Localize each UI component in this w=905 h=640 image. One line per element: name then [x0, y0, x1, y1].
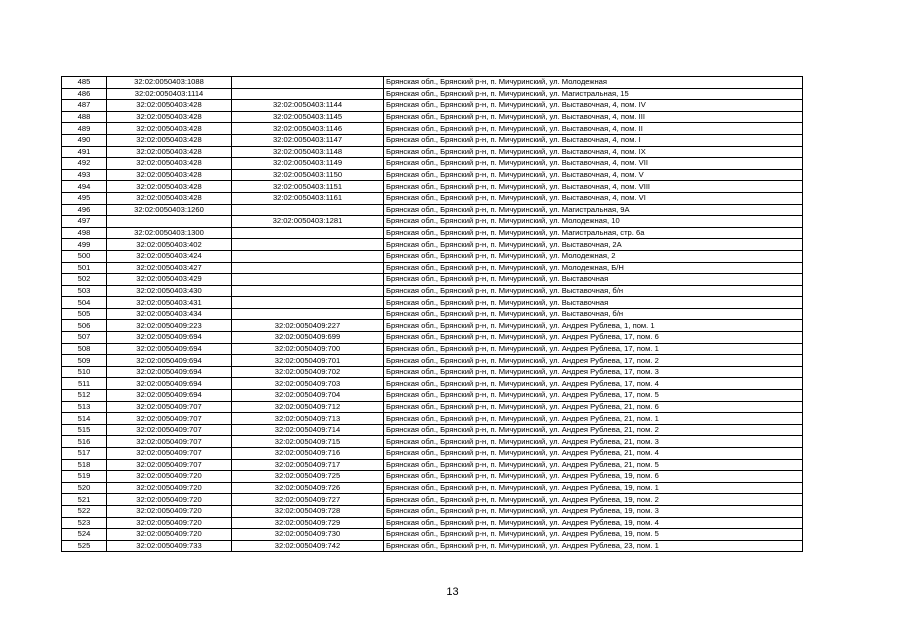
row-number-cell: 511: [62, 378, 107, 390]
cadastral-number-cell: 32:02:0050403:424: [107, 250, 232, 262]
address-cell: Брянская обл., Брянский р-н, п. Мичуринский, ул. Молодежная, 10: [384, 216, 803, 228]
sub-cadastral-number-cell: 32:02:0050409:725: [232, 471, 384, 483]
address-cell: Брянская обл., Брянский р-н, п. Мичуринский, ул. Выставочная, 4, пом. I: [384, 134, 803, 146]
row-number-cell: 489: [62, 123, 107, 135]
cadastral-number-cell: 32:02:0050403:1114: [107, 88, 232, 100]
address-cell: Брянская обл., Брянский р-н, п. Мичуринский, ул. Андрея Рублева, 17, пом. 4: [384, 378, 803, 390]
row-number-cell: 515: [62, 424, 107, 436]
table-row: [62, 366, 803, 378]
sub-cadastral-number-cell: 32:02:0050409:716: [232, 448, 384, 460]
table-row: [62, 262, 803, 274]
table-row: [62, 332, 803, 344]
sub-cadastral-number-cell: 32:02:0050409:714: [232, 424, 384, 436]
cadastral-number-cell: 32:02:0050403:430: [107, 285, 232, 297]
table-row: [62, 169, 803, 181]
address-cell: Брянская обл., Брянский р-н, п. Мичуринский, ул. Андрея Рублева, 21, пом. 1: [384, 413, 803, 425]
address-cell: Брянская обл., Брянский р-н, п. Мичуринский, ул. Андрея Рублева, 17, пом. 5: [384, 390, 803, 402]
address-cell: Брянская обл., Брянский р-н, п. Мичуринский, ул. Андрея Рублева, 17, пом. 6: [384, 332, 803, 344]
address-cell: Брянская обл., Брянский р-н, п. Мичуринский, ул. Магистральная, стр. 6а: [384, 227, 803, 239]
cadastral-number-cell: 32:02:0050403:1088: [107, 77, 232, 89]
row-number-cell: 487: [62, 100, 107, 112]
cadastral-number-cell: 32:02:0050409:720: [107, 517, 232, 529]
table-row: [62, 227, 803, 239]
sub-cadastral-number-cell: 32:02:0050409:699: [232, 332, 384, 344]
table-row: [62, 482, 803, 494]
table-row: [62, 494, 803, 506]
row-number-cell: 490: [62, 134, 107, 146]
address-cell: Брянская обл., Брянский р-н, п. Мичуринский, ул. Андрея Рублева, 19, пом. 5: [384, 529, 803, 541]
table-row: [62, 540, 803, 552]
sub-cadastral-number-cell: 32:02:0050409:730: [232, 529, 384, 541]
sub-cadastral-number-cell: 32:02:0050409:713: [232, 413, 384, 425]
table-row: [62, 285, 803, 297]
cadastral-number-cell: 32:02:0050403:434: [107, 308, 232, 320]
cadastral-number-cell: 32:02:0050403:428: [107, 100, 232, 112]
cadastral-number-cell: 32:02:0050403:428: [107, 181, 232, 193]
row-number-cell: 504: [62, 297, 107, 309]
cadastral-number-cell: 32:02:0050403:428: [107, 146, 232, 158]
table-row: [62, 204, 803, 216]
row-number-cell: 491: [62, 146, 107, 158]
table-row: [62, 401, 803, 413]
table-row: [62, 308, 803, 320]
address-cell: Брянская обл., Брянский р-н, п. Мичуринский, ул. Андрея Рублева, 17, пом. 2: [384, 355, 803, 367]
cadastral-number-cell: 32:02:0050409:720: [107, 494, 232, 506]
cadastral-number-cell: 32:02:0050403:428: [107, 158, 232, 170]
address-cell: Брянская обл., Брянский р-н, п. Мичуринский, ул. Выставочная, 4, пом. VIII: [384, 181, 803, 193]
row-number-cell: 492: [62, 158, 107, 170]
table-row: [62, 146, 803, 158]
table-row: [62, 100, 803, 112]
table-row: [62, 123, 803, 135]
cadastral-number-cell: 32:02:0050403:1260: [107, 204, 232, 216]
address-cell: Брянская обл., Брянский р-н, п. Мичуринский, ул. Выставочная, 2А: [384, 239, 803, 251]
address-cell: Брянская обл., Брянский р-н, п. Мичуринский, ул. Выставочная, 4, пом. II: [384, 123, 803, 135]
table-row: [62, 448, 803, 460]
row-number-cell: 502: [62, 274, 107, 286]
address-cell: Брянская обл., Брянский р-н, п. Мичуринский, ул. Выставочная, 4, пом. VI: [384, 192, 803, 204]
row-number-cell: 498: [62, 227, 107, 239]
row-number-cell: 494: [62, 181, 107, 193]
cadastral-number-cell: 32:02:0050409:694: [107, 355, 232, 367]
sub-cadastral-number-cell: [232, 239, 384, 251]
row-number-cell: 509: [62, 355, 107, 367]
sub-cadastral-number-cell: 32:02:0050409:702: [232, 366, 384, 378]
address-cell: Брянская обл., Брянский р-н, п. Мичуринский, ул. Выставочная, б/н: [384, 285, 803, 297]
cadastral-number-cell: 32:02:0050403:427: [107, 262, 232, 274]
sub-cadastral-number-cell: 32:02:0050409:742: [232, 540, 384, 552]
address-cell: Брянская обл., Брянский р-н, п. Мичуринский, ул. Выставочная, 4, пом. IV: [384, 100, 803, 112]
row-number-cell: 497: [62, 216, 107, 228]
cadastral-number-cell: 32:02:0050403:1300: [107, 227, 232, 239]
row-number-cell: 503: [62, 285, 107, 297]
address-cell: Брянская обл., Брянский р-н, п. Мичуринский, ул. Андрея Рублева, 17, пом. 1: [384, 343, 803, 355]
sub-cadastral-number-cell: 32:02:0050409:227: [232, 320, 384, 332]
row-number-cell: 486: [62, 88, 107, 100]
table-row: [62, 134, 803, 146]
row-number-cell: 517: [62, 448, 107, 460]
cadastral-number-cell: 32:02:0050409:707: [107, 436, 232, 448]
sub-cadastral-number-cell: 32:02:0050409:700: [232, 343, 384, 355]
registry-table-body: [62, 77, 803, 552]
cadastral-number-cell: 32:02:0050409:720: [107, 482, 232, 494]
table-row: [62, 158, 803, 170]
row-number-cell: 518: [62, 459, 107, 471]
row-number-cell: 521: [62, 494, 107, 506]
sub-cadastral-number-cell: [232, 274, 384, 286]
cadastral-number-cell: 32:02:0050409:707: [107, 401, 232, 413]
cadastral-number-cell: 32:02:0050409:694: [107, 378, 232, 390]
page-number: 13: [446, 586, 459, 598]
sub-cadastral-number-cell: 32:02:0050409:717: [232, 459, 384, 471]
table-row: [62, 471, 803, 483]
row-number-cell: 499: [62, 239, 107, 251]
cadastral-number-cell: 32:02:0050409:694: [107, 332, 232, 344]
row-number-cell: 510: [62, 366, 107, 378]
address-cell: Брянская обл., Брянский р-н, п. Мичуринский, ул. Андрея Рублева, 23, пом. 1: [384, 540, 803, 552]
sub-cadastral-number-cell: [232, 204, 384, 216]
address-cell: Брянская обл., Брянский р-н, п. Мичуринский, ул. Андрея Рублева, 19, пом. 3: [384, 505, 803, 517]
cadastral-number-cell: 32:02:0050409:707: [107, 424, 232, 436]
address-cell: Брянская обл., Брянский р-н, п. Мичуринский, ул. Андрея Рублева, 21, пом. 2: [384, 424, 803, 436]
table-row: [62, 424, 803, 436]
row-number-cell: 485: [62, 77, 107, 89]
sub-cadastral-number-cell: 32:02:0050409:703: [232, 378, 384, 390]
sub-cadastral-number-cell: 32:02:0050409:729: [232, 517, 384, 529]
address-cell: Брянская обл., Брянский р-н, п. Мичуринский, ул. Андрея Рублева, 21, пом. 3: [384, 436, 803, 448]
cadastral-number-cell: 32:02:0050403:431: [107, 297, 232, 309]
row-number-cell: 513: [62, 401, 107, 413]
row-number-cell: 500: [62, 250, 107, 262]
cadastral-number-cell: 32:02:0050409:694: [107, 343, 232, 355]
property-registry-table: [61, 76, 803, 552]
table-row: [62, 436, 803, 448]
table-row: [62, 239, 803, 251]
sub-cadastral-number-cell: [232, 88, 384, 100]
table-row: [62, 378, 803, 390]
row-number-cell: 507: [62, 332, 107, 344]
table-row: [62, 320, 803, 332]
row-number-cell: 524: [62, 529, 107, 541]
table-row: [62, 459, 803, 471]
sub-cadastral-number-cell: [232, 262, 384, 274]
row-number-cell: 520: [62, 482, 107, 494]
table-row: [62, 517, 803, 529]
sub-cadastral-number-cell: 32:02:0050409:727: [232, 494, 384, 506]
table-row: [62, 390, 803, 402]
table-row: [62, 77, 803, 89]
cadastral-number-cell: 32:02:0050409:694: [107, 390, 232, 402]
cadastral-number-cell: 32:02:0050409:720: [107, 505, 232, 517]
row-number-cell: 519: [62, 471, 107, 483]
table-row: [62, 505, 803, 517]
row-number-cell: 496: [62, 204, 107, 216]
table-row: [62, 355, 803, 367]
cadastral-number-cell: 32:02:0050409:694: [107, 366, 232, 378]
sub-cadastral-number-cell: 32:02:0050403:1149: [232, 158, 384, 170]
row-number-cell: 525: [62, 540, 107, 552]
row-number-cell: 501: [62, 262, 107, 274]
address-cell: Брянская обл., Брянский р-н, п. Мичуринский, ул. Андрея Рублева, 1, пом. 1: [384, 320, 803, 332]
sub-cadastral-number-cell: 32:02:0050403:1161: [232, 192, 384, 204]
sub-cadastral-number-cell: 32:02:0050403:1146: [232, 123, 384, 135]
address-cell: Брянская обл., Брянский р-н, п. Мичуринский, ул. Выставочная, 4, пом. III: [384, 111, 803, 123]
table-row: [62, 297, 803, 309]
address-cell: Брянская обл., Брянский р-н, п. Мичуринский, ул. Выставочная, б/н: [384, 308, 803, 320]
row-number-cell: 495: [62, 192, 107, 204]
cadastral-number-cell: 32:02:0050403:402: [107, 239, 232, 251]
address-cell: Брянская обл., Брянский р-н, п. Мичуринский, ул. Выставочная: [384, 274, 803, 286]
row-number-cell: 508: [62, 343, 107, 355]
cadastral-number-cell: 32:02:0050409:707: [107, 448, 232, 460]
cadastral-number-cell: 32:02:0050403:428: [107, 123, 232, 135]
sub-cadastral-number-cell: 32:02:0050403:1148: [232, 146, 384, 158]
cadastral-number-cell: 32:02:0050403:428: [107, 169, 232, 181]
cadastral-number-cell: 32:02:0050409:707: [107, 459, 232, 471]
row-number-cell: 514: [62, 413, 107, 425]
sub-cadastral-number-cell: [232, 77, 384, 89]
row-number-cell: 516: [62, 436, 107, 448]
sub-cadastral-number-cell: 32:02:0050409:701: [232, 355, 384, 367]
address-cell: Брянская обл., Брянский р-н, п. Мичуринский, ул. Выставочная, 4, пом. V: [384, 169, 803, 181]
row-number-cell: 506: [62, 320, 107, 332]
address-cell: Брянская обл., Брянский р-н, п. Мичуринский, ул. Магистральная, 9А: [384, 204, 803, 216]
sub-cadastral-number-cell: [232, 250, 384, 262]
address-cell: Брянская обл., Брянский р-н, п. Мичуринский, ул. Молодежная, Б/Н: [384, 262, 803, 274]
table-row: [62, 192, 803, 204]
address-cell: Брянская обл., Брянский р-н, п. Мичуринский, ул. Выставочная: [384, 297, 803, 309]
cadastral-number-cell: 32:02:0050403:428: [107, 192, 232, 204]
row-number-cell: 488: [62, 111, 107, 123]
sub-cadastral-number-cell: 32:02:0050409:726: [232, 482, 384, 494]
address-cell: Брянская обл., Брянский р-н, п. Мичуринский, ул. Андрея Рублева, 17, пом. 3: [384, 366, 803, 378]
sub-cadastral-number-cell: 32:02:0050409:715: [232, 436, 384, 448]
address-cell: Брянская обл., Брянский р-н, п. Мичуринский, ул. Андрея Рублева, 19, пом. 2: [384, 494, 803, 506]
address-cell: Брянская обл., Брянский р-н, п. Мичуринский, ул. Молодежная: [384, 77, 803, 89]
table-row: [62, 529, 803, 541]
row-number-cell: 493: [62, 169, 107, 181]
sub-cadastral-number-cell: 32:02:0050403:1144: [232, 100, 384, 112]
sub-cadastral-number-cell: 32:02:0050403:1151: [232, 181, 384, 193]
cadastral-number-cell: 32:02:0050409:733: [107, 540, 232, 552]
address-cell: Брянская обл., Брянский р-н, п. Мичуринский, ул. Андрея Рублева, 19, пом. 4: [384, 517, 803, 529]
cadastral-number-cell: 32:02:0050403:428: [107, 134, 232, 146]
address-cell: Брянская обл., Брянский р-н, п. Мичуринский, ул. Андрея Рублева, 21, пом. 6: [384, 401, 803, 413]
sub-cadastral-number-cell: 32:02:0050409:712: [232, 401, 384, 413]
sub-cadastral-number-cell: [232, 285, 384, 297]
sub-cadastral-number-cell: 32:02:0050409:728: [232, 505, 384, 517]
table-row: [62, 274, 803, 286]
sub-cadastral-number-cell: [232, 297, 384, 309]
table-row: [62, 111, 803, 123]
sub-cadastral-number-cell: [232, 227, 384, 239]
address-cell: Брянская обл., Брянский р-н, п. Мичуринский, ул. Андрея Рублева, 21, пом. 5: [384, 459, 803, 471]
sub-cadastral-number-cell: 32:02:0050403:1150: [232, 169, 384, 181]
cadastral-number-cell: 32:02:0050403:428: [107, 111, 232, 123]
cadastral-number-cell: 32:02:0050409:720: [107, 529, 232, 541]
address-cell: Брянская обл., Брянский р-н, п. Мичуринский, ул. Андрея Рублева, 21, пом. 4: [384, 448, 803, 460]
address-cell: Брянская обл., Брянский р-н, п. Мичуринский, ул. Андрея Рублева, 19, пом. 6: [384, 471, 803, 483]
sub-cadastral-number-cell: [232, 308, 384, 320]
address-cell: Брянская обл., Брянский р-н, п. Мичуринский, ул. Андрея Рублева, 19, пом. 1: [384, 482, 803, 494]
row-number-cell: 505: [62, 308, 107, 320]
sub-cadastral-number-cell: 32:02:0050403:1147: [232, 134, 384, 146]
address-cell: Брянская обл., Брянский р-н, п. Мичуринский, ул. Выставочная, 4, пом. VII: [384, 158, 803, 170]
table-row: [62, 250, 803, 262]
table-row: [62, 216, 803, 228]
sub-cadastral-number-cell: 32:02:0050409:704: [232, 390, 384, 402]
row-number-cell: 522: [62, 505, 107, 517]
table-row: [62, 343, 803, 355]
sub-cadastral-number-cell: 32:02:0050403:1281: [232, 216, 384, 228]
address-cell: Брянская обл., Брянский р-н, п. Мичуринский, ул. Магистральная, 15: [384, 88, 803, 100]
cadastral-number-cell: 32:02:0050409:223: [107, 320, 232, 332]
table-row: [62, 181, 803, 193]
cadastral-number-cell: 32:02:0050409:707: [107, 413, 232, 425]
row-number-cell: 512: [62, 390, 107, 402]
address-cell: Брянская обл., Брянский р-н, п. Мичуринский, ул. Молодежная, 2: [384, 250, 803, 262]
cadastral-number-cell: 32:02:0050409:720: [107, 471, 232, 483]
row-number-cell: 523: [62, 517, 107, 529]
address-cell: Брянская обл., Брянский р-н, п. Мичуринский, ул. Выставочная, 4, пом. IX: [384, 146, 803, 158]
table-row: [62, 88, 803, 100]
cadastral-number-cell: 32:02:0050403:429: [107, 274, 232, 286]
cadastral-number-cell: [107, 216, 232, 228]
table-row: [62, 413, 803, 425]
sub-cadastral-number-cell: 32:02:0050403:1145: [232, 111, 384, 123]
